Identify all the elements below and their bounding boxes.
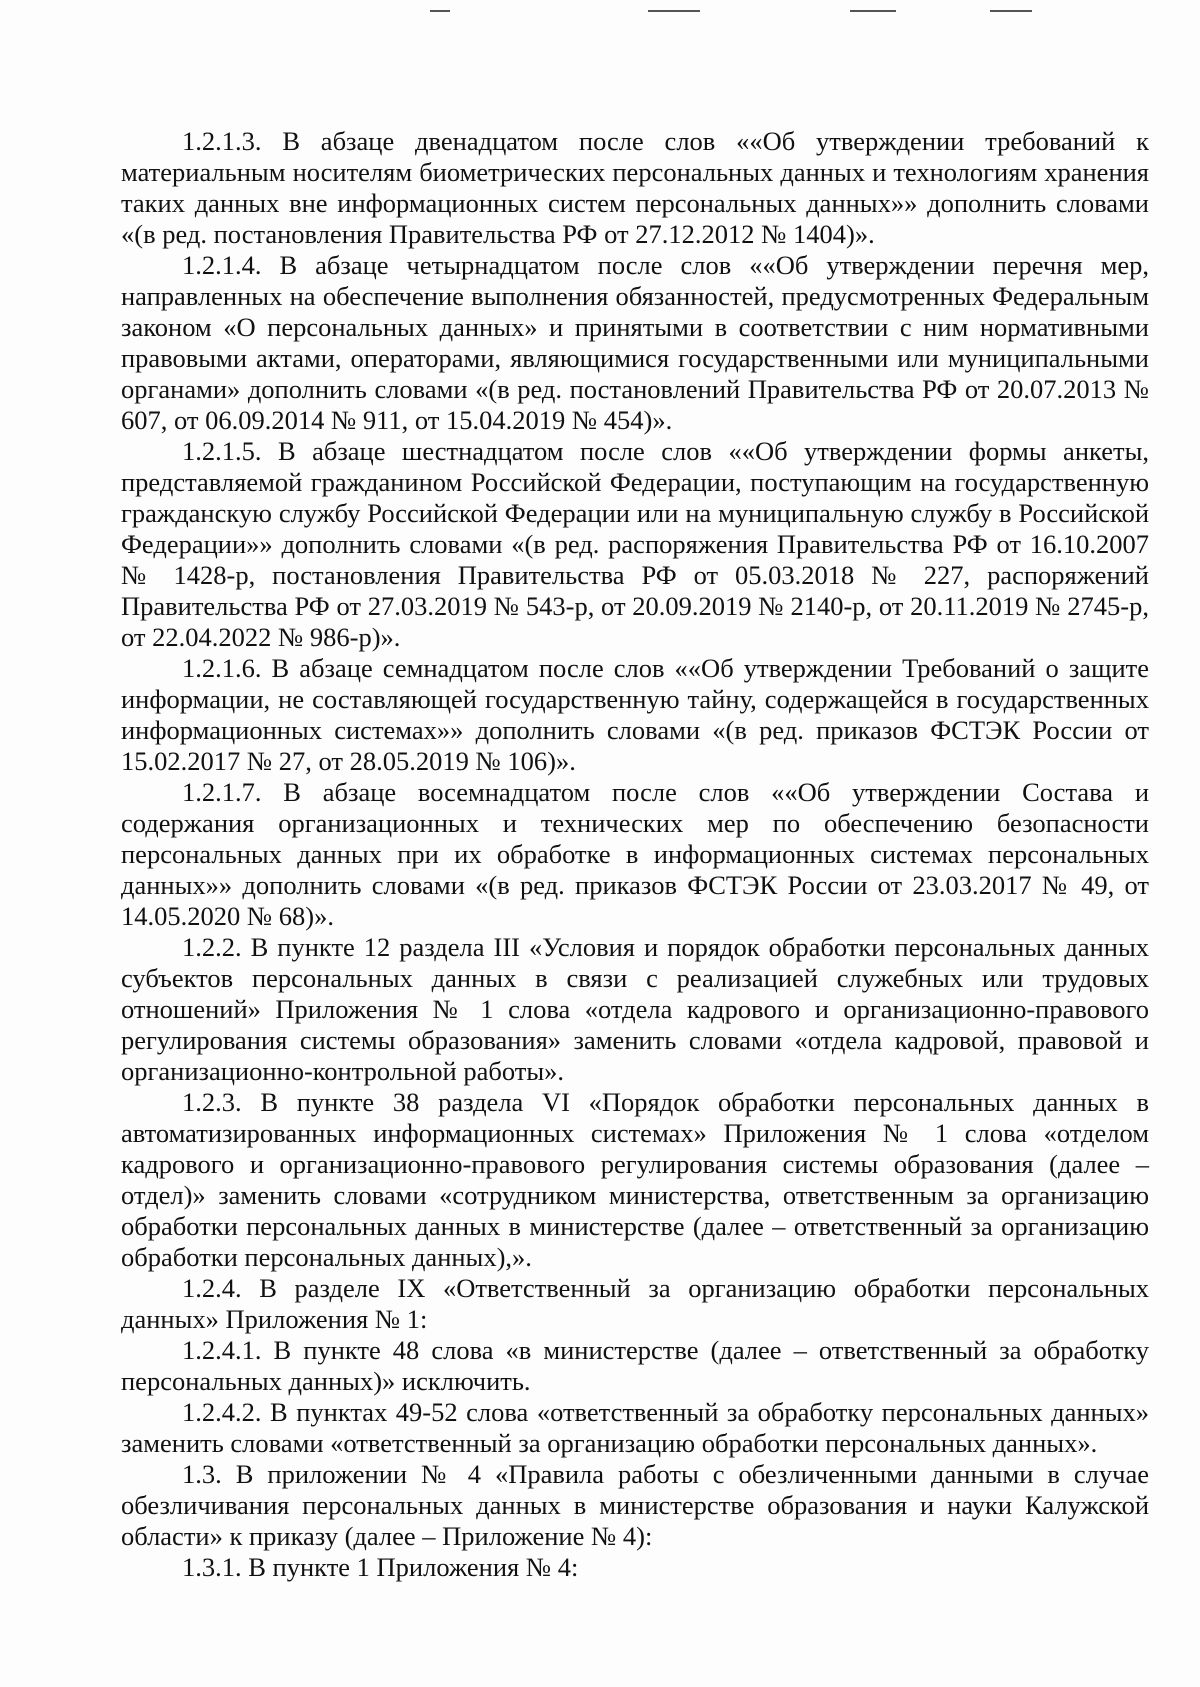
scan-artifact bbox=[648, 10, 700, 12]
paragraph-1-3-1: 1.3.1. В пункте 1 Приложения № 4: bbox=[182, 1552, 579, 1582]
paragraph-1-2-1-3: 1.2.1.3. В абзаце двенадцатом после слов ««Об утверждении требований к материальным носителям биометрических персональных данных и технологиям хранения таких данных вне информационных систем персональных данных»» дополнить словами «(в ред. постановления Правительства РФ от 27.12.2012 № 1404)». bbox=[121, 126, 1149, 249]
document-body bbox=[121, 126, 1149, 1583]
scan-artifact bbox=[850, 10, 896, 12]
scan-artifact bbox=[430, 10, 450, 12]
paragraph-1-2-1-5: 1.2.1.5. В абзаце шестнадцатом после слов ««Об утверждении формы анкеты, представляемой гражданином Российской Федерации, поступающим на государственную гражданскую службу Российской Федерации или на муниципальную службу в Российской Федерации»» дополнить словами «(в ред. распоряжения Правительства РФ от 16.10.2007 № 1428-р, постановления Правительства РФ от 05.03.2018 № 227, распоряжений Правительства РФ от 27.03.2019 № 543-р, от 20.09.2019 № 2140-р, от 20.11.2019 № 2745-р, от 22.04.2022 № 986-р)». bbox=[121, 436, 1149, 652]
paragraph-1-2-1-6: 1.2.1.6. В абзаце семнадцатом после слов ««Об утверждении Требований о защите информации, не составляющей государственную тайну, содержащейся в государственных информационных системах»» дополнить словами «(в ред. приказов ФСТЭК России от 15.02.2017 № 27, от 28.05.2019 № 106)». bbox=[121, 653, 1149, 776]
paragraph-1-2-1-7: 1.2.1.7. В абзаце восемнадцатом после слов ««Об утверждении Состава и содержания организационных и технических мер по обеспечению безопасности персональных данных при их обработке в информационных системах персональных данных»» дополнить словами «(в ред. приказов ФСТЭК России от 23.03.2017 № 49, от 14.05.2020 № 68)». bbox=[121, 777, 1149, 931]
scan-artifact bbox=[990, 10, 1032, 12]
paragraph-1-3: 1.3. В приложении № 4 «Правила работы с обезличенными данными в случае обезличивания персональных данных в министерстве образования и науки Калужской области» к приказу (далее – Приложение № 4): bbox=[121, 1459, 1149, 1551]
paragraph-1-2-1-4: 1.2.1.4. В абзаце четырнадцатом после слов ««Об утверждении перечня мер, направленных на обеспечение выполнения обязанностей, предусмотренных Федеральным законом «О персональных данных» и принятыми в соответствии с ним нормативными правовыми актами, операторами, являющимися государственными или муниципальными органами» дополнить словами «(в ред. постановлений Правительства РФ от 20.07.2013 № 607, от 06.09.2014 № 911, от 15.04.2019 № 454)». bbox=[121, 250, 1149, 435]
paragraph-1-2-4: 1.2.4. В разделе IX «Ответственный за организацию обработки персональных данных» Приложения № 1: bbox=[121, 1273, 1149, 1334]
paragraph-1-2-3: 1.2.3. В пункте 38 раздела VI «Порядок обработки персональных данных в автоматизированных информационных системах» Приложения № 1 слова «отделом кадрового и организационно-правового регулирования системы образования (далее – отдел)» заменить словами «сотрудником министерства, ответственным за организацию обработки персональных данных в министерстве (далее – ответственный за организацию обработки персональных данных),». bbox=[121, 1087, 1149, 1272]
paragraph-1-2-4-1: 1.2.4.1. В пункте 48 слова «в министерстве (далее – ответственный за обработку персональных данных)» исключить. bbox=[121, 1335, 1149, 1396]
paragraph-1-2-4-2: 1.2.4.2. В пунктах 49-52 слова «ответственный за обработку персональных данных» заменить словами «ответственный за организацию обработки персональных данных». bbox=[121, 1397, 1149, 1458]
paragraph-1-2-2: 1.2.2. В пункте 12 раздела III «Условия и порядок обработки персональных данных субъектов персональных данных в связи с реализацией служебных или трудовых отношений» Приложения № 1 слова «отдела кадрового и организационно-правового регулирования системы образования» заменить словами «отдела кадровой, правовой и организационно-контрольной работы». bbox=[121, 932, 1149, 1086]
